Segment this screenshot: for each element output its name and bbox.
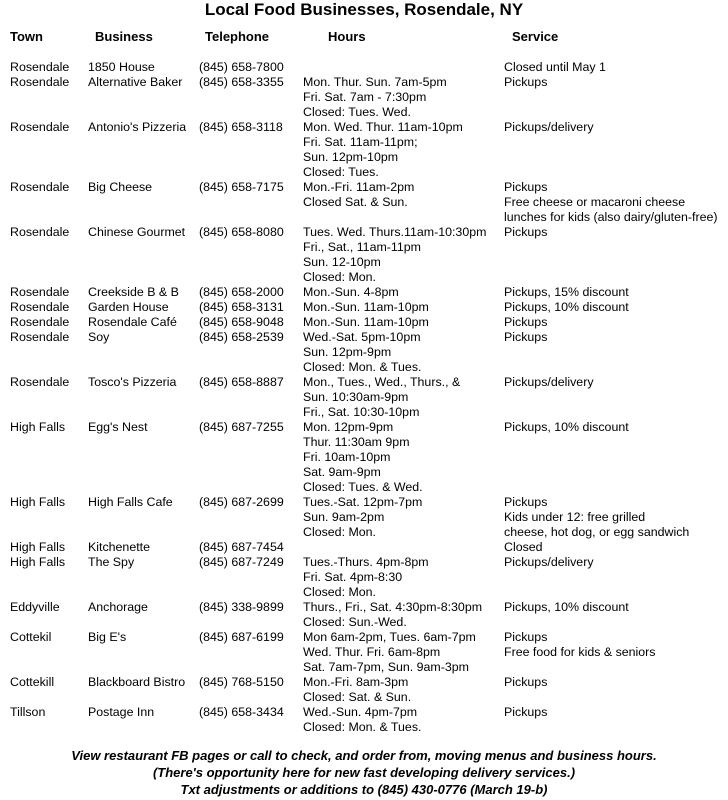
business-cell: Kitchenette — [88, 540, 150, 554]
column-header-hours: Hours — [328, 29, 366, 44]
business-cell: Chinese Gourmet — [88, 225, 186, 239]
hours-line: Mon.-Sun. 11am-10pm — [303, 300, 429, 314]
town-cell: Cottekill — [10, 675, 55, 689]
hours-line: Closed: Tues. & Wed. — [303, 480, 423, 494]
column-header-telephone: Telephone — [205, 29, 270, 44]
service-line: Closed until May 1 — [504, 60, 606, 74]
table-row — [0, 495, 728, 540]
telephone-cell: (845) 658-8080 — [199, 225, 284, 239]
service-line: Pickups, 15% discount — [504, 285, 629, 299]
hours-line: Closed: Mon. & Tues. — [303, 720, 422, 734]
table-row — [0, 630, 728, 675]
telephone-cell: (845) 687-6199 — [199, 630, 284, 644]
service-cell — [504, 705, 547, 720]
hours-line: Fri. Sat. 4pm-8:30 — [303, 570, 403, 584]
hours-cell — [303, 420, 423, 495]
service-line: Pickups — [504, 315, 548, 329]
hours-line: Thurs., Fri., Sat. 4:30pm-8:30pm — [303, 600, 483, 614]
telephone-cell: (845) 658-8887 — [199, 375, 284, 389]
telephone-cell: (845) 658-3118 — [199, 120, 283, 134]
service-line: Pickups, 10% discount — [504, 420, 629, 434]
town-cell: Rosendale — [10, 180, 70, 194]
telephone-cell: (845) 768-5150 — [199, 675, 284, 689]
hours-cell — [303, 495, 422, 540]
town-cell: Eddyville — [10, 600, 60, 614]
service-cell — [504, 375, 594, 390]
service-cell — [504, 225, 547, 240]
telephone-cell: (845) 687-7249 — [199, 555, 284, 569]
town-cell: High Falls — [10, 420, 66, 434]
service-cell — [504, 420, 629, 435]
hours-line: Mon 6am-2pm, Tues. 6am-7pm — [303, 630, 476, 644]
town-cell: High Falls — [10, 540, 66, 554]
table-row — [0, 285, 728, 300]
service-line: cheese, hot dog, or egg sandwich — [504, 525, 690, 539]
service-cell — [504, 180, 718, 225]
column-header-business: Business — [95, 29, 153, 44]
hours-line: Mon.-Sun. 4-8pm — [303, 285, 399, 299]
table-row — [0, 555, 728, 600]
hours-line: Mon.-Fri. 11am-2pm — [303, 180, 415, 194]
hours-cell — [303, 600, 482, 630]
business-cell: Rosendale Café — [88, 315, 177, 329]
telephone-cell: (845) 658-3355 — [199, 75, 284, 89]
service-line: Pickups — [504, 180, 548, 194]
hours-line: Closed: Sat. & Sun. — [303, 690, 412, 704]
hours-cell — [303, 630, 476, 675]
hours-line: Thur. 11:30am 9pm — [303, 435, 410, 449]
footer-line: (There's opportunity here for new fast developing delivery services.) — [152, 765, 576, 780]
hours-cell — [303, 180, 414, 210]
telephone-cell: (845) 658-2000 — [199, 285, 284, 299]
service-line: Pickups/delivery — [504, 555, 594, 569]
table-row — [0, 60, 728, 75]
hours-line: Closed: Tues. — [303, 165, 379, 179]
hours-line: Fri. Sat. 11am-11pm; — [303, 135, 418, 149]
business-cell: Egg's Nest — [88, 420, 148, 434]
telephone-cell: (845) 658-3131 — [199, 300, 284, 314]
hours-line: Wed.-Sat. 5pm-10pm — [303, 330, 421, 344]
business-cell: Anchorage — [88, 600, 148, 614]
page-title: Local Food Businesses, Rosendale, NY — [204, 0, 524, 19]
service-cell — [504, 60, 606, 75]
hours-cell — [303, 705, 421, 735]
hours-line: Wed. Thur. Fri. 6am-8pm — [303, 645, 441, 659]
town-cell: High Falls — [10, 495, 66, 509]
hours-line: Sun. 10:30am-9pm — [303, 390, 409, 404]
hours-line: Closed: Mon. — [303, 270, 377, 284]
service-line: Kids under 12: free grilled — [504, 510, 646, 524]
hours-line: Sat. 9am-9pm — [303, 465, 381, 479]
service-line: Closed — [504, 540, 543, 554]
service-line: Pickups — [504, 330, 548, 344]
hours-line: Sun. 12pm-10pm — [303, 150, 399, 164]
telephone-cell: (845) 658-9048 — [199, 315, 284, 329]
service-cell — [504, 675, 547, 690]
hours-cell — [303, 675, 411, 705]
town-cell: Rosendale — [10, 300, 70, 314]
service-line: Pickups — [504, 75, 548, 89]
business-cell: Alternative Baker — [88, 75, 183, 89]
service-cell — [504, 600, 629, 615]
hours-cell — [303, 375, 460, 420]
service-line: Pickups — [504, 495, 548, 509]
hours-cell — [303, 315, 429, 330]
business-cell: High Falls Cafe — [88, 495, 173, 509]
service-cell — [504, 330, 547, 345]
business-cell: Soy — [88, 330, 110, 344]
town-cell: Cottekil — [10, 630, 52, 644]
hours-line: Fri. Sat. 7am - 7:30pm — [303, 90, 427, 104]
business-cell: Big Cheese — [88, 180, 153, 194]
service-line: Pickups — [504, 675, 548, 689]
hours-line: Closed: Mon. — [303, 525, 377, 539]
service-cell — [504, 120, 594, 135]
hours-line: Tues.-Sat. 12pm-7pm — [303, 495, 423, 509]
hours-line: Sun. 12-10pm — [303, 255, 381, 269]
table-row — [0, 705, 728, 735]
business-cell: Creekside B & B — [88, 285, 179, 299]
telephone-cell: (845) 338-9899 — [199, 600, 284, 614]
service-cell — [504, 555, 594, 570]
town-cell: Rosendale — [10, 285, 70, 299]
service-cell — [504, 495, 689, 540]
business-cell: 1850 House — [88, 60, 155, 74]
service-line: Pickups/delivery — [504, 375, 594, 389]
service-line: Pickups — [504, 705, 548, 719]
town-cell: Rosendale — [10, 120, 70, 134]
hours-line: Sun. 9am-2pm — [303, 510, 385, 524]
telephone-cell: (845) 658-3434 — [199, 705, 284, 719]
business-cell: Tosco's Pizzeria — [88, 375, 177, 389]
service-line: Free cheese or macaroni cheese — [504, 195, 686, 209]
business-table — [0, 60, 728, 735]
telephone-cell: (845) 658-7800 — [199, 60, 284, 74]
hours-line: Fri. 10am-10pm — [303, 450, 391, 464]
hours-cell — [303, 555, 429, 600]
service-line: Pickups, 10% discount — [504, 300, 629, 314]
footer-line: Txt adjustments or additions to (845) 430-0776 (March 19-b) — [180, 782, 548, 797]
table-row — [0, 300, 728, 315]
table-row — [0, 540, 728, 555]
hours-line: Sun. 12pm-9pm — [303, 345, 392, 359]
column-header-service: Service — [512, 29, 559, 44]
hours-line: Mon., Tues., Wed., Thurs., & — [303, 375, 461, 389]
business-cell: The Spy — [88, 555, 135, 569]
business-cell: Antonio's Pizzeria — [88, 120, 187, 134]
telephone-cell: (845) 687-7454 — [199, 540, 284, 554]
town-cell: Rosendale — [10, 330, 70, 344]
hours-cell — [303, 75, 447, 120]
hours-cell — [303, 225, 486, 285]
telephone-cell: (845) 687-2699 — [199, 495, 284, 509]
service-cell — [504, 540, 543, 555]
hours-line: Mon. 12pm-9pm — [303, 420, 394, 434]
service-line: Pickups/delivery — [504, 120, 594, 134]
table-row — [0, 315, 728, 330]
hours-line: Mon. Wed. Thur. 11am-10pm — [303, 120, 463, 134]
hours-line: Closed: Mon. & Tues. — [303, 360, 422, 374]
service-line: Pickups — [504, 225, 548, 239]
service-cell — [504, 630, 656, 660]
table-row — [0, 330, 728, 375]
town-cell: Rosendale — [10, 375, 70, 389]
business-cell: Garden House — [88, 300, 169, 314]
service-line: Pickups, 10% discount — [504, 600, 629, 614]
hours-line: Closed: Tues. Wed. — [303, 105, 411, 119]
telephone-cell: (845) 658-2539 — [199, 330, 284, 344]
hours-line: Closed Sat. & Sun. — [303, 195, 408, 209]
table-row — [0, 75, 728, 120]
hours-line: Tues.-Thurs. 4pm-8pm — [303, 555, 429, 569]
service-line: Pickups — [504, 630, 548, 644]
hours-cell — [303, 120, 463, 180]
service-cell — [504, 315, 547, 330]
hours-cell — [303, 300, 429, 315]
table-row — [0, 375, 728, 420]
hours-line: Wed.-Sun. 4pm-7pm — [303, 705, 418, 719]
hours-line: Mon. Thur. Sun. 7am-5pm — [303, 75, 447, 89]
telephone-cell: (845) 687-7255 — [199, 420, 284, 434]
town-cell: High Falls — [10, 555, 66, 569]
hours-line: Closed: Sun.-Wed. — [303, 615, 407, 629]
hours-line: Fri., Sat., 11am-11pm — [303, 240, 421, 254]
hours-line: Closed: Mon. — [303, 585, 377, 599]
footer-note — [0, 747, 728, 798]
business-cell: Big E's — [88, 630, 127, 644]
hours-cell — [303, 330, 421, 375]
table-row — [0, 675, 728, 705]
hours-line: Fri., Sat. 10:30-10pm — [303, 405, 420, 419]
hours-line: Sat. 7am-7pm, Sun. 9am-3pm — [303, 660, 469, 674]
table-row — [0, 180, 728, 225]
service-cell — [504, 285, 629, 300]
business-cell: Postage Inn — [88, 705, 155, 719]
hours-line: Mon.-Fri. 8am-3pm — [303, 675, 409, 689]
telephone-cell: (845) 658-7175 — [199, 180, 284, 194]
table-row — [0, 225, 728, 285]
table-row — [0, 600, 728, 630]
town-cell: Rosendale — [10, 75, 70, 89]
town-cell: Rosendale — [10, 60, 70, 74]
hours-line: Mon.-Sun. 11am-10pm — [303, 315, 429, 329]
service-line: Free food for kids & seniors — [504, 645, 656, 659]
column-header-town: Town — [10, 29, 43, 44]
town-cell: Rosendale — [10, 315, 70, 329]
service-line: lunches for kids (also dairy/gluten-free) — [504, 210, 718, 224]
hours-line: Tues. Wed. Thurs.11am-10:30pm — [303, 225, 487, 239]
town-cell: Rosendale — [10, 225, 70, 239]
town-cell: Tillson — [10, 705, 46, 719]
table-row — [0, 420, 728, 495]
service-cell — [504, 75, 547, 90]
hours-cell — [303, 285, 399, 300]
business-cell: Blackboard Bistro — [88, 675, 186, 689]
service-cell — [504, 300, 629, 315]
footer-line: View restaurant FB pages or call to check, and order from, moving menus and business hours. — [71, 748, 657, 763]
table-row — [0, 120, 728, 180]
